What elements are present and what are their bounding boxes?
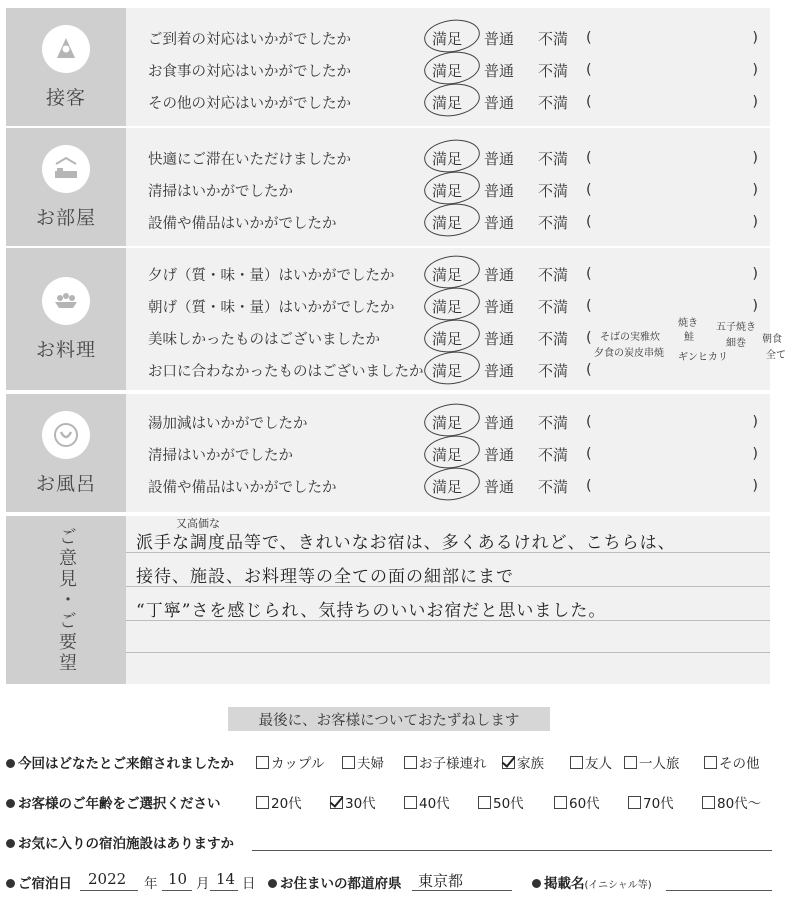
paren-open: ( bbox=[586, 94, 592, 110]
question-rows bbox=[126, 248, 786, 390]
question-row bbox=[126, 206, 770, 238]
checkbox-age-40[interactable]: 40代 bbox=[404, 792, 450, 812]
year-unit: 年 bbox=[144, 876, 158, 892]
month-underline bbox=[162, 890, 192, 891]
option-dissatisfied[interactable]: 不満 bbox=[538, 265, 569, 284]
paren-close: ) bbox=[752, 298, 758, 314]
option-satisfied[interactable]: 満足 bbox=[432, 328, 462, 349]
question-rows bbox=[126, 8, 770, 126]
selection-circle bbox=[422, 200, 482, 239]
bullet-icon bbox=[6, 879, 15, 888]
checkbox-age-80[interactable]: 80代〜 bbox=[702, 792, 761, 812]
question-row bbox=[126, 258, 770, 290]
option-dissatisfied[interactable]: 不満 bbox=[538, 445, 569, 464]
selection-circle bbox=[422, 284, 482, 323]
option-satisfied[interactable]: 満足 bbox=[432, 360, 462, 381]
question-row bbox=[126, 86, 770, 118]
question-text: 快適にご滞在いただけましたか bbox=[148, 151, 351, 168]
handwritten-dish-1: そばの実雅炊 bbox=[600, 332, 660, 343]
option-dissatisfied[interactable]: 不満 bbox=[538, 61, 569, 80]
handwritten-tag-salmon: 鮭 bbox=[684, 332, 694, 343]
paren-open: ( bbox=[586, 414, 592, 430]
section-label-col bbox=[6, 128, 126, 246]
age-question: お客様のご年齢をご選択ください bbox=[6, 792, 221, 812]
option-dissatisfied[interactable]: 不満 bbox=[538, 413, 569, 432]
stay-year[interactable]: 2022 bbox=[88, 870, 127, 888]
option-satisfied[interactable]: 満足 bbox=[432, 412, 462, 433]
checkbox-icon bbox=[342, 756, 355, 769]
selection-circle bbox=[422, 48, 482, 87]
section-bath bbox=[6, 394, 770, 512]
display-name-field[interactable] bbox=[666, 890, 772, 891]
bullet-icon bbox=[6, 839, 15, 848]
selection-circle bbox=[422, 136, 482, 175]
option-satisfied[interactable]: 満足 bbox=[432, 28, 462, 49]
stay-info-row bbox=[6, 868, 800, 894]
question-row bbox=[126, 54, 770, 86]
question-text: 夕げ（質・味・量）はいかがでしたか bbox=[148, 267, 395, 284]
option-dissatisfied[interactable]: 不満 bbox=[538, 213, 569, 232]
display-name-label: 掲載名(イニシャル等) bbox=[532, 872, 652, 892]
selection-circle bbox=[422, 168, 482, 207]
option-normal[interactable]: 普通 bbox=[484, 413, 515, 432]
year-underline bbox=[80, 890, 138, 891]
question-text: 美味しかったものはございましたか bbox=[148, 331, 380, 348]
question-row bbox=[126, 470, 770, 502]
prefecture-underline bbox=[412, 890, 512, 891]
paren-open: ( bbox=[586, 30, 592, 46]
checkbox-icon bbox=[570, 756, 583, 769]
paren-close: ) bbox=[752, 182, 758, 198]
option-satisfied[interactable]: 満足 bbox=[432, 212, 462, 233]
option-satisfied[interactable]: 満足 bbox=[432, 444, 462, 465]
paren-open: ( bbox=[586, 150, 592, 166]
question-row bbox=[126, 438, 770, 470]
prefecture-value[interactable]: 東京都 bbox=[418, 872, 464, 890]
option-normal[interactable]: 普通 bbox=[484, 149, 515, 168]
option-normal[interactable]: 普通 bbox=[484, 181, 515, 200]
section-title: お部屋 bbox=[35, 206, 96, 229]
option-normal[interactable]: 普通 bbox=[484, 477, 515, 496]
question-text: お食事の対応はいかがでしたか bbox=[148, 63, 351, 80]
stay-day[interactable]: 14 bbox=[216, 870, 236, 888]
paren-close: ) bbox=[752, 478, 758, 494]
handwritten-dish-3: 夕食の炭皮串焼 bbox=[594, 348, 664, 359]
section-cuisine bbox=[6, 248, 786, 390]
section-label-col bbox=[6, 8, 126, 126]
option-dissatisfied[interactable]: 不満 bbox=[538, 29, 569, 48]
bullet-icon bbox=[6, 799, 15, 808]
handwritten-tag-breakfast: 朝食 bbox=[762, 334, 782, 345]
checkbox-age-30[interactable]: 30代 bbox=[330, 792, 376, 812]
question-text: 朝げ（質・味・量）はいかがでしたか bbox=[148, 299, 395, 316]
option-normal[interactable]: 普通 bbox=[484, 213, 515, 232]
paren-open: ( bbox=[586, 266, 592, 282]
question-row bbox=[126, 174, 770, 206]
section-title: お風呂 bbox=[35, 472, 96, 495]
question-rows bbox=[126, 128, 770, 246]
option-dissatisfied[interactable]: 不満 bbox=[538, 149, 569, 168]
selection-circle bbox=[422, 316, 482, 355]
option-satisfied[interactable]: 満足 bbox=[432, 264, 462, 285]
handwritten-line-3: “丁寧”さを感じられ、気持ちのいいお宿だと思いました。 bbox=[136, 601, 607, 621]
question-text: お口に合わなかったものはございましたか bbox=[148, 363, 424, 380]
question-text: 設備や備品はいかがでしたか bbox=[148, 215, 337, 232]
checkbox-checked-icon bbox=[330, 796, 343, 809]
checkbox-couple[interactable]: カップル bbox=[256, 752, 324, 772]
option-dissatisfied[interactable]: 不満 bbox=[538, 361, 569, 380]
favorite-question: お気に入りの宿泊施設はありますか bbox=[6, 832, 234, 852]
section-label-col bbox=[6, 394, 126, 512]
handwritten-line-2: 接待、施設、お料理等の全ての面の細部にまで bbox=[136, 567, 514, 587]
checkbox-other[interactable]: その他 bbox=[704, 752, 760, 772]
paren-open: ( bbox=[586, 362, 592, 378]
paren-close: ) bbox=[752, 94, 758, 110]
bullet-icon bbox=[6, 759, 15, 768]
option-satisfied[interactable]: 満足 bbox=[432, 296, 462, 317]
option-satisfied[interactable]: 満足 bbox=[432, 60, 462, 81]
handwritten-tag-yaki: 焼き bbox=[678, 318, 698, 329]
selection-circle bbox=[422, 16, 482, 55]
option-dissatisfied[interactable]: 不満 bbox=[538, 329, 569, 348]
option-normal[interactable]: 普通 bbox=[484, 93, 515, 112]
option-satisfied[interactable]: 満足 bbox=[432, 92, 462, 113]
paren-open: ( bbox=[586, 478, 592, 494]
visit-question: 今回はどなたとご来館されましたか bbox=[6, 752, 234, 772]
day-unit: 日 bbox=[242, 876, 256, 892]
checkbox-icon bbox=[704, 756, 717, 769]
paren-close: ) bbox=[752, 446, 758, 462]
checkbox-married[interactable]: 夫婦 bbox=[342, 752, 384, 772]
final-heading: 最後に、お客様についておたずねします bbox=[228, 707, 550, 731]
question-text: 清掃はいかがでしたか bbox=[148, 183, 293, 200]
checkbox-age-20[interactable]: 20代 bbox=[256, 792, 302, 812]
visit-question-row bbox=[6, 748, 800, 774]
paren-open: ( bbox=[586, 62, 592, 78]
checkbox-family[interactable]: 家族 bbox=[502, 752, 544, 772]
paren-open: ( bbox=[586, 214, 592, 230]
option-satisfied[interactable]: 満足 bbox=[432, 180, 462, 201]
paren-open: ( bbox=[586, 330, 592, 346]
selection-circle bbox=[422, 348, 482, 387]
stay-month[interactable]: 10 bbox=[168, 870, 188, 888]
question-text: 設備や備品はいかがでしたか bbox=[148, 479, 337, 496]
selection-circle bbox=[422, 400, 482, 439]
option-normal[interactable]: 普通 bbox=[484, 361, 515, 380]
question-row bbox=[126, 290, 770, 322]
option-satisfied[interactable]: 満足 bbox=[432, 476, 462, 497]
checkbox-icon bbox=[624, 756, 637, 769]
section-opinion bbox=[6, 516, 770, 684]
handwritten-line-1: 派手な調度品等で、きれいなお宿は、多くあるけれど、こちらは、 bbox=[136, 533, 676, 553]
checkbox-age-70[interactable]: 70代 bbox=[628, 792, 674, 812]
paren-open: ( bbox=[586, 446, 592, 462]
paren-open: ( bbox=[586, 298, 592, 314]
paren-open: ( bbox=[586, 182, 592, 198]
paren-close: ) bbox=[752, 214, 758, 230]
question-row bbox=[126, 22, 770, 54]
checkbox-icon bbox=[478, 796, 491, 809]
selection-circle bbox=[422, 464, 482, 503]
checkbox-age-60[interactable]: 60代 bbox=[554, 792, 600, 812]
favorite-answer-field[interactable] bbox=[252, 850, 772, 851]
prefecture-label: お住まいの都道府県 bbox=[268, 872, 402, 892]
option-normal[interactable]: 普通 bbox=[484, 61, 515, 80]
checkbox-icon bbox=[404, 796, 417, 809]
checkbox-checked-icon bbox=[502, 756, 515, 769]
paren-close: ) bbox=[752, 62, 758, 78]
handwritten-dish-2: 五子焼き bbox=[716, 322, 756, 333]
bullet-icon bbox=[532, 879, 541, 888]
question-text: その他の対応はいかがでしたか bbox=[148, 95, 351, 112]
selection-circle bbox=[422, 80, 482, 119]
checkbox-friend[interactable]: 友人 bbox=[570, 752, 612, 772]
handwritten-tag-hosomaki: 細巻 bbox=[726, 338, 746, 349]
option-normal[interactable]: 普通 bbox=[484, 29, 515, 48]
bed-icon bbox=[42, 145, 90, 193]
age-question-row bbox=[6, 788, 800, 814]
selection-circle bbox=[422, 252, 482, 291]
checkbox-icon bbox=[256, 756, 269, 769]
question-text: 清掃はいかがでしたか bbox=[148, 447, 293, 464]
month-unit: 月 bbox=[196, 876, 210, 892]
paren-close: ) bbox=[752, 30, 758, 46]
question-rows bbox=[126, 394, 770, 512]
hot-spring-icon bbox=[42, 411, 90, 459]
paren-close: ) bbox=[752, 266, 758, 282]
question-row bbox=[126, 142, 770, 174]
section-label-col bbox=[6, 248, 126, 390]
section-room bbox=[6, 128, 770, 246]
option-satisfied[interactable]: 満足 bbox=[432, 148, 462, 169]
opinion-label-col bbox=[6, 516, 126, 684]
handwritten-insertion: 又高価な bbox=[176, 517, 220, 530]
section-title: お料理 bbox=[35, 338, 96, 361]
stay-date-label: ご宿泊日 bbox=[6, 872, 72, 892]
option-normal[interactable]: 普通 bbox=[484, 445, 515, 464]
handwritten-dish-4: ギンヒカリ bbox=[678, 352, 728, 363]
checkbox-icon bbox=[404, 756, 417, 769]
option-dissatisfied[interactable]: 不満 bbox=[538, 297, 569, 316]
checkbox-with-kids[interactable]: お子様連れ bbox=[404, 752, 487, 772]
question-row bbox=[126, 318, 770, 354]
option-dissatisfied[interactable]: 不満 bbox=[538, 181, 569, 200]
selection-circle bbox=[422, 432, 482, 471]
checkbox-icon bbox=[256, 796, 269, 809]
question-text: ご到着の対応はいかがでしたか bbox=[148, 31, 351, 48]
checkbox-icon bbox=[554, 796, 567, 809]
opinion-textarea[interactable] bbox=[126, 516, 770, 684]
option-normal[interactable]: 普通 bbox=[484, 329, 515, 348]
day-underline bbox=[210, 890, 238, 891]
handwritten-tag-all: 全て bbox=[766, 350, 786, 361]
question-text: 湯加減はいかがでしたか bbox=[148, 415, 308, 432]
ruled-line bbox=[126, 652, 770, 653]
person-bell-icon bbox=[42, 25, 90, 73]
option-normal[interactable]: 普通 bbox=[484, 297, 515, 316]
opinion-title: ご意見・ご要望 bbox=[56, 526, 77, 674]
paren-close: ) bbox=[752, 414, 758, 430]
option-dissatisfied[interactable]: 不満 bbox=[538, 477, 569, 496]
paren-close: ) bbox=[752, 150, 758, 166]
checkbox-solo[interactable]: 一人旅 bbox=[624, 752, 680, 772]
question-row bbox=[126, 406, 770, 438]
dish-icon bbox=[42, 277, 90, 325]
checkbox-age-50[interactable]: 50代 bbox=[478, 792, 524, 812]
bullet-icon bbox=[268, 879, 277, 888]
option-normal[interactable]: 普通 bbox=[484, 265, 515, 284]
favorite-question-row bbox=[6, 828, 800, 854]
section-service bbox=[6, 8, 770, 126]
checkbox-icon bbox=[702, 796, 715, 809]
checkbox-icon bbox=[628, 796, 641, 809]
section-title: 接客 bbox=[45, 86, 86, 109]
option-dissatisfied[interactable]: 不満 bbox=[538, 93, 569, 112]
